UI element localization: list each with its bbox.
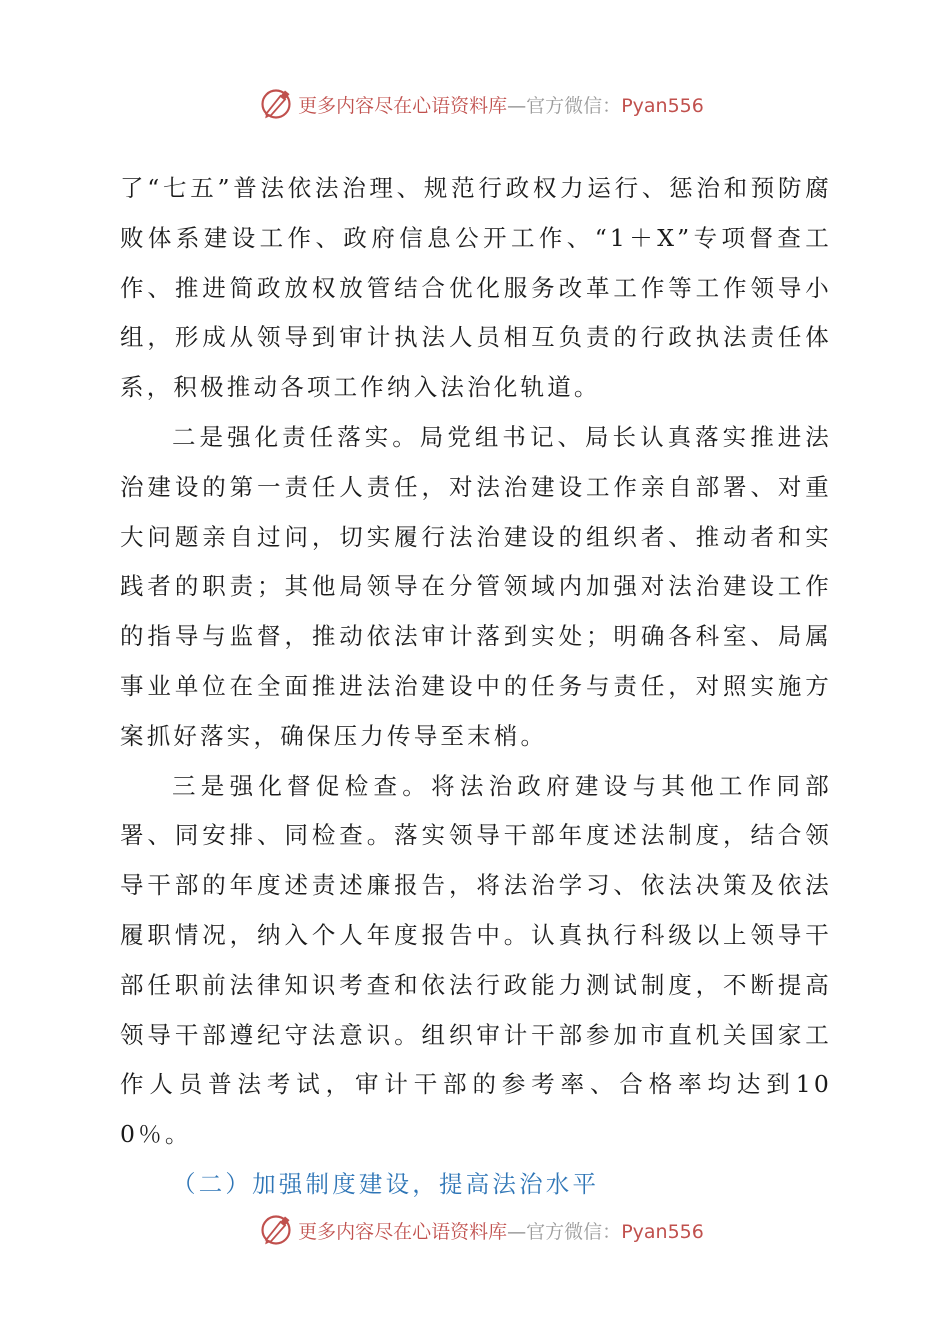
banner-contact-label: 官方微信： bbox=[526, 1220, 622, 1243]
paragraph-3: 三是强化督促检查。将法治政府建设与其他工作同部署、同安排、同检查。落实领导干部年度述法制度，结合领导干部的年度述责述廉报告，将法治学习、依法决策及依法履职情况，纳入个人年度报告中。认真执行科级以上领导干部任职前法律知识考查和依法行政能力测试制度，不断提高领导干部遵纪守法意识。组织审计干部参加市直机关国家工作人员普法考试，审计干部的参考率、合格率均达到100％。 bbox=[120, 771, 832, 1149]
document-body bbox=[120, 164, 832, 1210]
pen-nib-logo-icon bbox=[258, 1212, 294, 1248]
paragraph-2: 二是强化责任落实。局党组书记、局长认真落实推进法治建设的第一责任人责任，对法治建设工作亲自部署、对重大问题亲自过问，切实履行法治建设的组织者、推动者和实践者的职责；其他局领导在分管领域内加强对法治建设工作的指导与监督，推动依法审计落到实处；明确各科室、局属事业单位在全面推进法治建设中的任务与责任，对照实施方案抓好落实，确保压力传导至末梢。 bbox=[120, 422, 832, 750]
banner-contact-label: 官方微信： bbox=[526, 94, 622, 117]
header-banner-inner bbox=[258, 86, 704, 122]
banner-separator: — bbox=[507, 1220, 527, 1243]
banner-text bbox=[298, 91, 704, 118]
banner-main-text: 更多内容尽在心语资料库 bbox=[298, 94, 508, 117]
footer-banner bbox=[0, 1208, 950, 1252]
banner-text bbox=[298, 1217, 704, 1244]
banner-contact-code: Pyan556 bbox=[621, 1220, 704, 1243]
banner-main-text: 更多内容尽在心语资料库 bbox=[298, 1220, 508, 1243]
header-banner bbox=[0, 82, 950, 126]
banner-separator: — bbox=[507, 94, 527, 117]
footer-banner-inner bbox=[258, 1212, 704, 1248]
paragraph-1: 了“七五”普法依法治理、规范行政权力运行、惩治和预防腐败体系建设工作、政府信息公开工作、“1＋X”专项督查工作、推进简政放权放管结合优化服务改革工作等工作领导小组，形成从领导到审计执法人员相互负责的行政执法责任体系，积极推动各项工作纳入法治化轨道。 bbox=[120, 174, 832, 402]
banner-contact-code: Pyan556 bbox=[621, 94, 704, 117]
pen-nib-logo-icon bbox=[258, 86, 294, 122]
section-heading: （二）加强制度建设，提高法治水平 bbox=[172, 1169, 600, 1198]
